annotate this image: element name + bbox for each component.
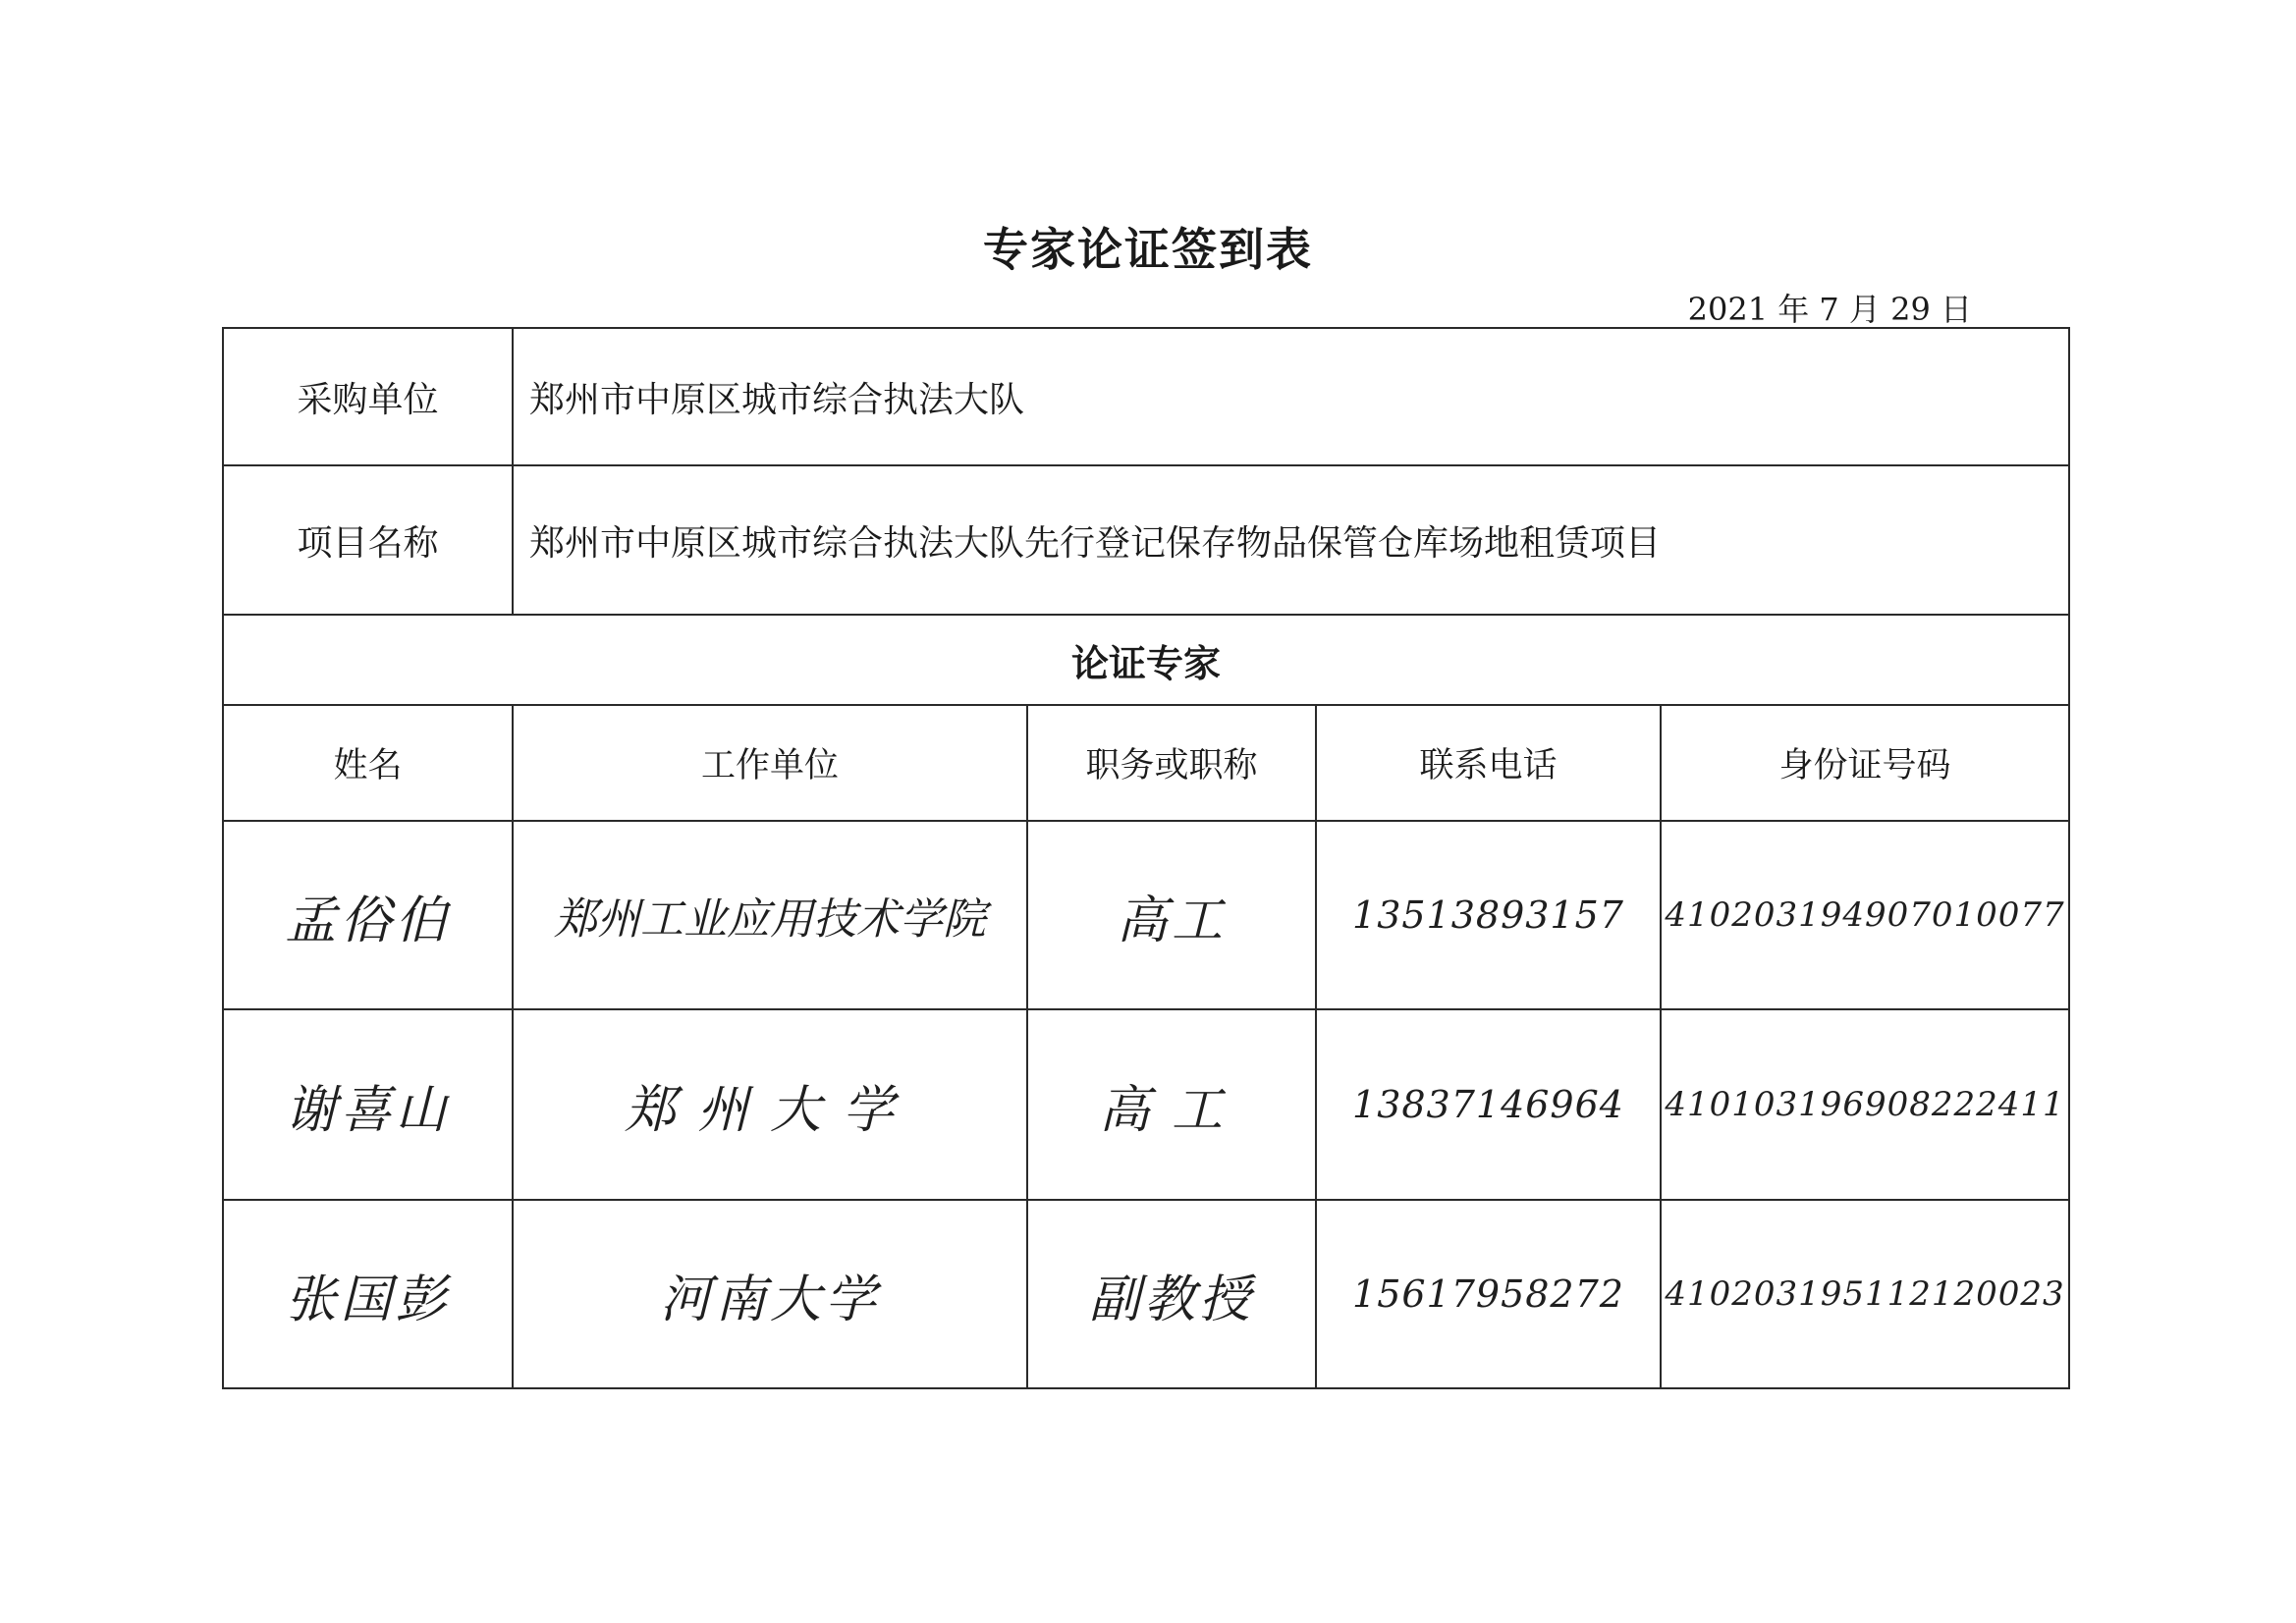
expert-unit-handwritten: 郑州大学 [513, 1009, 1027, 1200]
expert-name-signature: 谢喜山 [223, 1009, 513, 1200]
expert-name-signature: 张国彭 [223, 1200, 513, 1388]
project-label: 项目名称 [223, 465, 513, 615]
purchaser-label: 采购单位 [223, 328, 513, 465]
expert-phone-handwritten: 15617958272 [1316, 1200, 1661, 1388]
sign-date: 2021 年 7 月 29 日 [1687, 291, 1972, 328]
expert-title-handwritten: 高工 [1027, 1009, 1316, 1200]
purchaser-row [223, 328, 2069, 465]
expert-row [223, 1200, 2069, 1388]
page-title: 专家论证签到表 [983, 223, 1313, 276]
column-header-title: 职务或职称 [1027, 705, 1316, 821]
expert-phone-handwritten: 13513893157 [1316, 821, 1661, 1009]
section-title: 论证专家 [223, 615, 2069, 705]
column-header-phone: 联系电话 [1316, 705, 1661, 821]
expert-row [223, 821, 2069, 1009]
expert-name-signature: 孟俗伯 [223, 821, 513, 1009]
expert-id-handwritten: 410103196908222411 [1661, 1009, 2069, 1200]
project-value: 郑州市中原区城市综合执法大队先行登记保存物品保管仓库场地租赁项目 [513, 465, 2069, 615]
expert-unit-handwritten: 郑州工业应用技术学院 [513, 821, 1027, 1009]
section-row [223, 615, 2069, 705]
expert-phone-handwritten: 13837146964 [1316, 1009, 1661, 1200]
column-header-id: 身份证号码 [1661, 705, 2069, 821]
expert-id-handwritten: 410203194907010077 [1661, 821, 2069, 1009]
expert-id-handwritten: 410203195112120023 [1661, 1200, 2069, 1388]
purchaser-value: 郑州市中原区城市综合执法大队 [513, 328, 2069, 465]
expert-row [223, 1009, 2069, 1200]
sign-in-table [222, 327, 2070, 1389]
project-row [223, 465, 2069, 615]
expert-unit-handwritten: 河南大学 [513, 1200, 1027, 1388]
header-row [223, 705, 2069, 821]
expert-title-handwritten: 副教授 [1027, 1200, 1316, 1388]
expert-title-handwritten: 高工 [1027, 821, 1316, 1009]
column-header-unit: 工作单位 [513, 705, 1027, 821]
column-header-name: 姓名 [223, 705, 513, 821]
